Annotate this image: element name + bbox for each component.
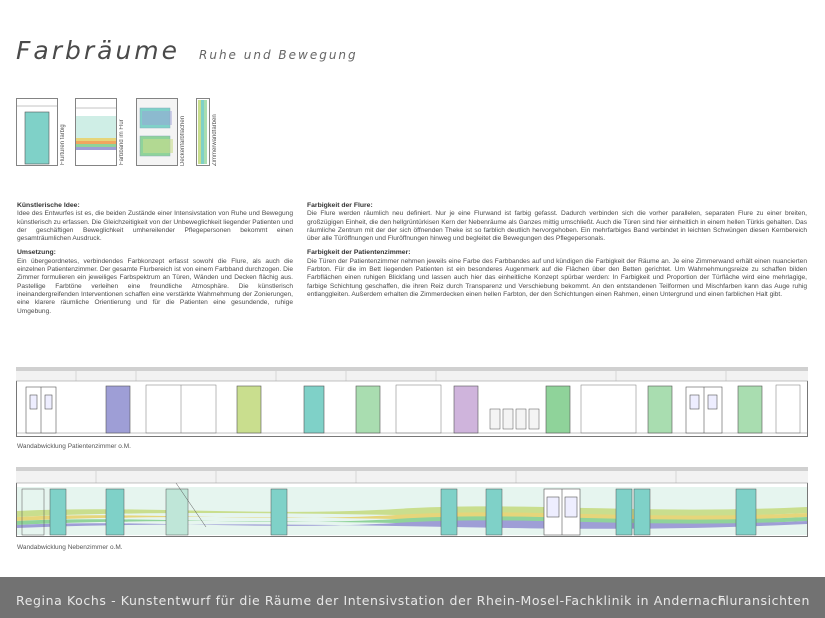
patient-room-heading: Farbigkeit der Patientenzimmer: (307, 249, 411, 257)
thumbnail-label: Deckenfarbflächen (180, 115, 186, 166)
side-room-elevation (16, 467, 808, 537)
thumbnail-label: Zimmerwandfarben (212, 114, 218, 166)
page-title: Farbräume (16, 36, 181, 65)
patient-elevation-caption: Wandabwicklung Patientenzimmer o.M. (17, 443, 131, 450)
patient-room-elevation (16, 367, 808, 437)
patient-room-text: Die Türen der Patientenzimmer nehmen jeweils eine Farbe des Farbbandes auf und kündigen die Farbigkeit der Räume an. Je eine Zimmerwand erhält einen nuancierten Farbton. Für die im Bett liegenden Patienten ist ein besonderes Augenmerk auf die Flächen über den Betten gerichtet. Um Wahrnehmungsreize zu schaffen bilden Farbflächen einen ruhigen Blickfang und lassen auch hier das einheitliche Konzept spürbar werden: In Farbigkeit und Proportion der Türfläche wird eine mehrlagige, farbige Schichtung geschaffen, die ihren Reiz durch Transparenz und Verschiebung bekommt. An den entstandenen Teilformen und Mischfarben kann das Auge ruhig entlanggleiten. Außerdem erhalten die Zimmerdecken einen hellen Farbton, der den Schichtungen einen Rahmen, einen Untergrund und einen farblichen Halt gibt. (307, 257, 807, 298)
left-text-column (17, 202, 293, 322)
thumbnail-label: Farbband im Flur (119, 119, 125, 165)
corridor-text: Die Flure werden räumlich neu definiert. Nur je eine Flurwand ist farbig gefasst. Dadurch verbinden sich die vorher parallelen, separaten Flure zu einer breiten, großzügigen Einheit, die den hellgrüntürkisen Kern der Nebenräume als Ganzes mittig umschließt. Auch die Türen sind hier einheitlich in einem hellen Türkis gehalten. Das räumliche Zentrum mit der der sich öffnenden Theke ist so farblich deutlich hervorgehoben. Ein mehrfarbiges Band verbindet in leichten Schwüngen diesen Kernbereich über alle Türöffnungen und Fluröffnungen hinweg und begleitet die Bewegungen des Pflegepersonals. (307, 210, 807, 243)
ceiling-thumbnail (136, 98, 178, 166)
wall-thumbnail (196, 98, 210, 166)
page-subtitle: Ruhe und Bewegung (199, 48, 358, 62)
corridor-heading: Farbigkeit der Flure: (307, 202, 373, 209)
idea-heading: Künstlerische Idee: (17, 202, 80, 209)
footer-bar (0, 577, 825, 618)
footer-credit: Regina Kochs - Kunstentwurf für die Räume der Intensivstation der Rhein-Mosel-Fachklinik in Andernach (16, 593, 727, 608)
side-elevation-caption: Wandabwicklung Nebenzimmer o.M. (17, 544, 123, 551)
thumbnail-label: Flurtüren farbig (60, 124, 66, 165)
footer-section-label: Fluransichten (717, 593, 810, 608)
right-text-column (307, 202, 807, 305)
idea-text: Idee des Entwurfes ist es, die beiden Zustände einer Intensivstation von Ruhe und Bewegung künstlerisch zu erfassen. Die Gleichzeitigkeit von der Unbeweglichkeit liegender Patienten und der geschäftigen Beweglichkeit umhereilender Pflegepersonen bekommt einen gesamträumlichen Ausdruck. (17, 210, 293, 243)
band-thumbnail (75, 98, 117, 166)
implementation-text: Ein übergeordnetes, verbindendes Farbkonzept erfasst sowohl die Flure, als auch die einzelnen Patientenzimmer. Der gesamte Flurbereich ist von einem Farbband durchzogen. Die Zimmer formulieren ein jeweiliges Farbspektrum an Türen, Wänden und Decken flächig aus. Pastellige Farbtöne verleihen eine freundliche Atmosphäre. Die künstlerisch ineinandergreifenden Interventionen schaffen eine verstärkte Wahrnehmung der Zonierungen, eine klarere räumliche Orientierung und für die Patienten eine gesundende, ruhige Umgebung. (17, 257, 293, 315)
implementation-heading: Umsetzung: (17, 249, 56, 257)
door-thumbnail (16, 98, 58, 166)
